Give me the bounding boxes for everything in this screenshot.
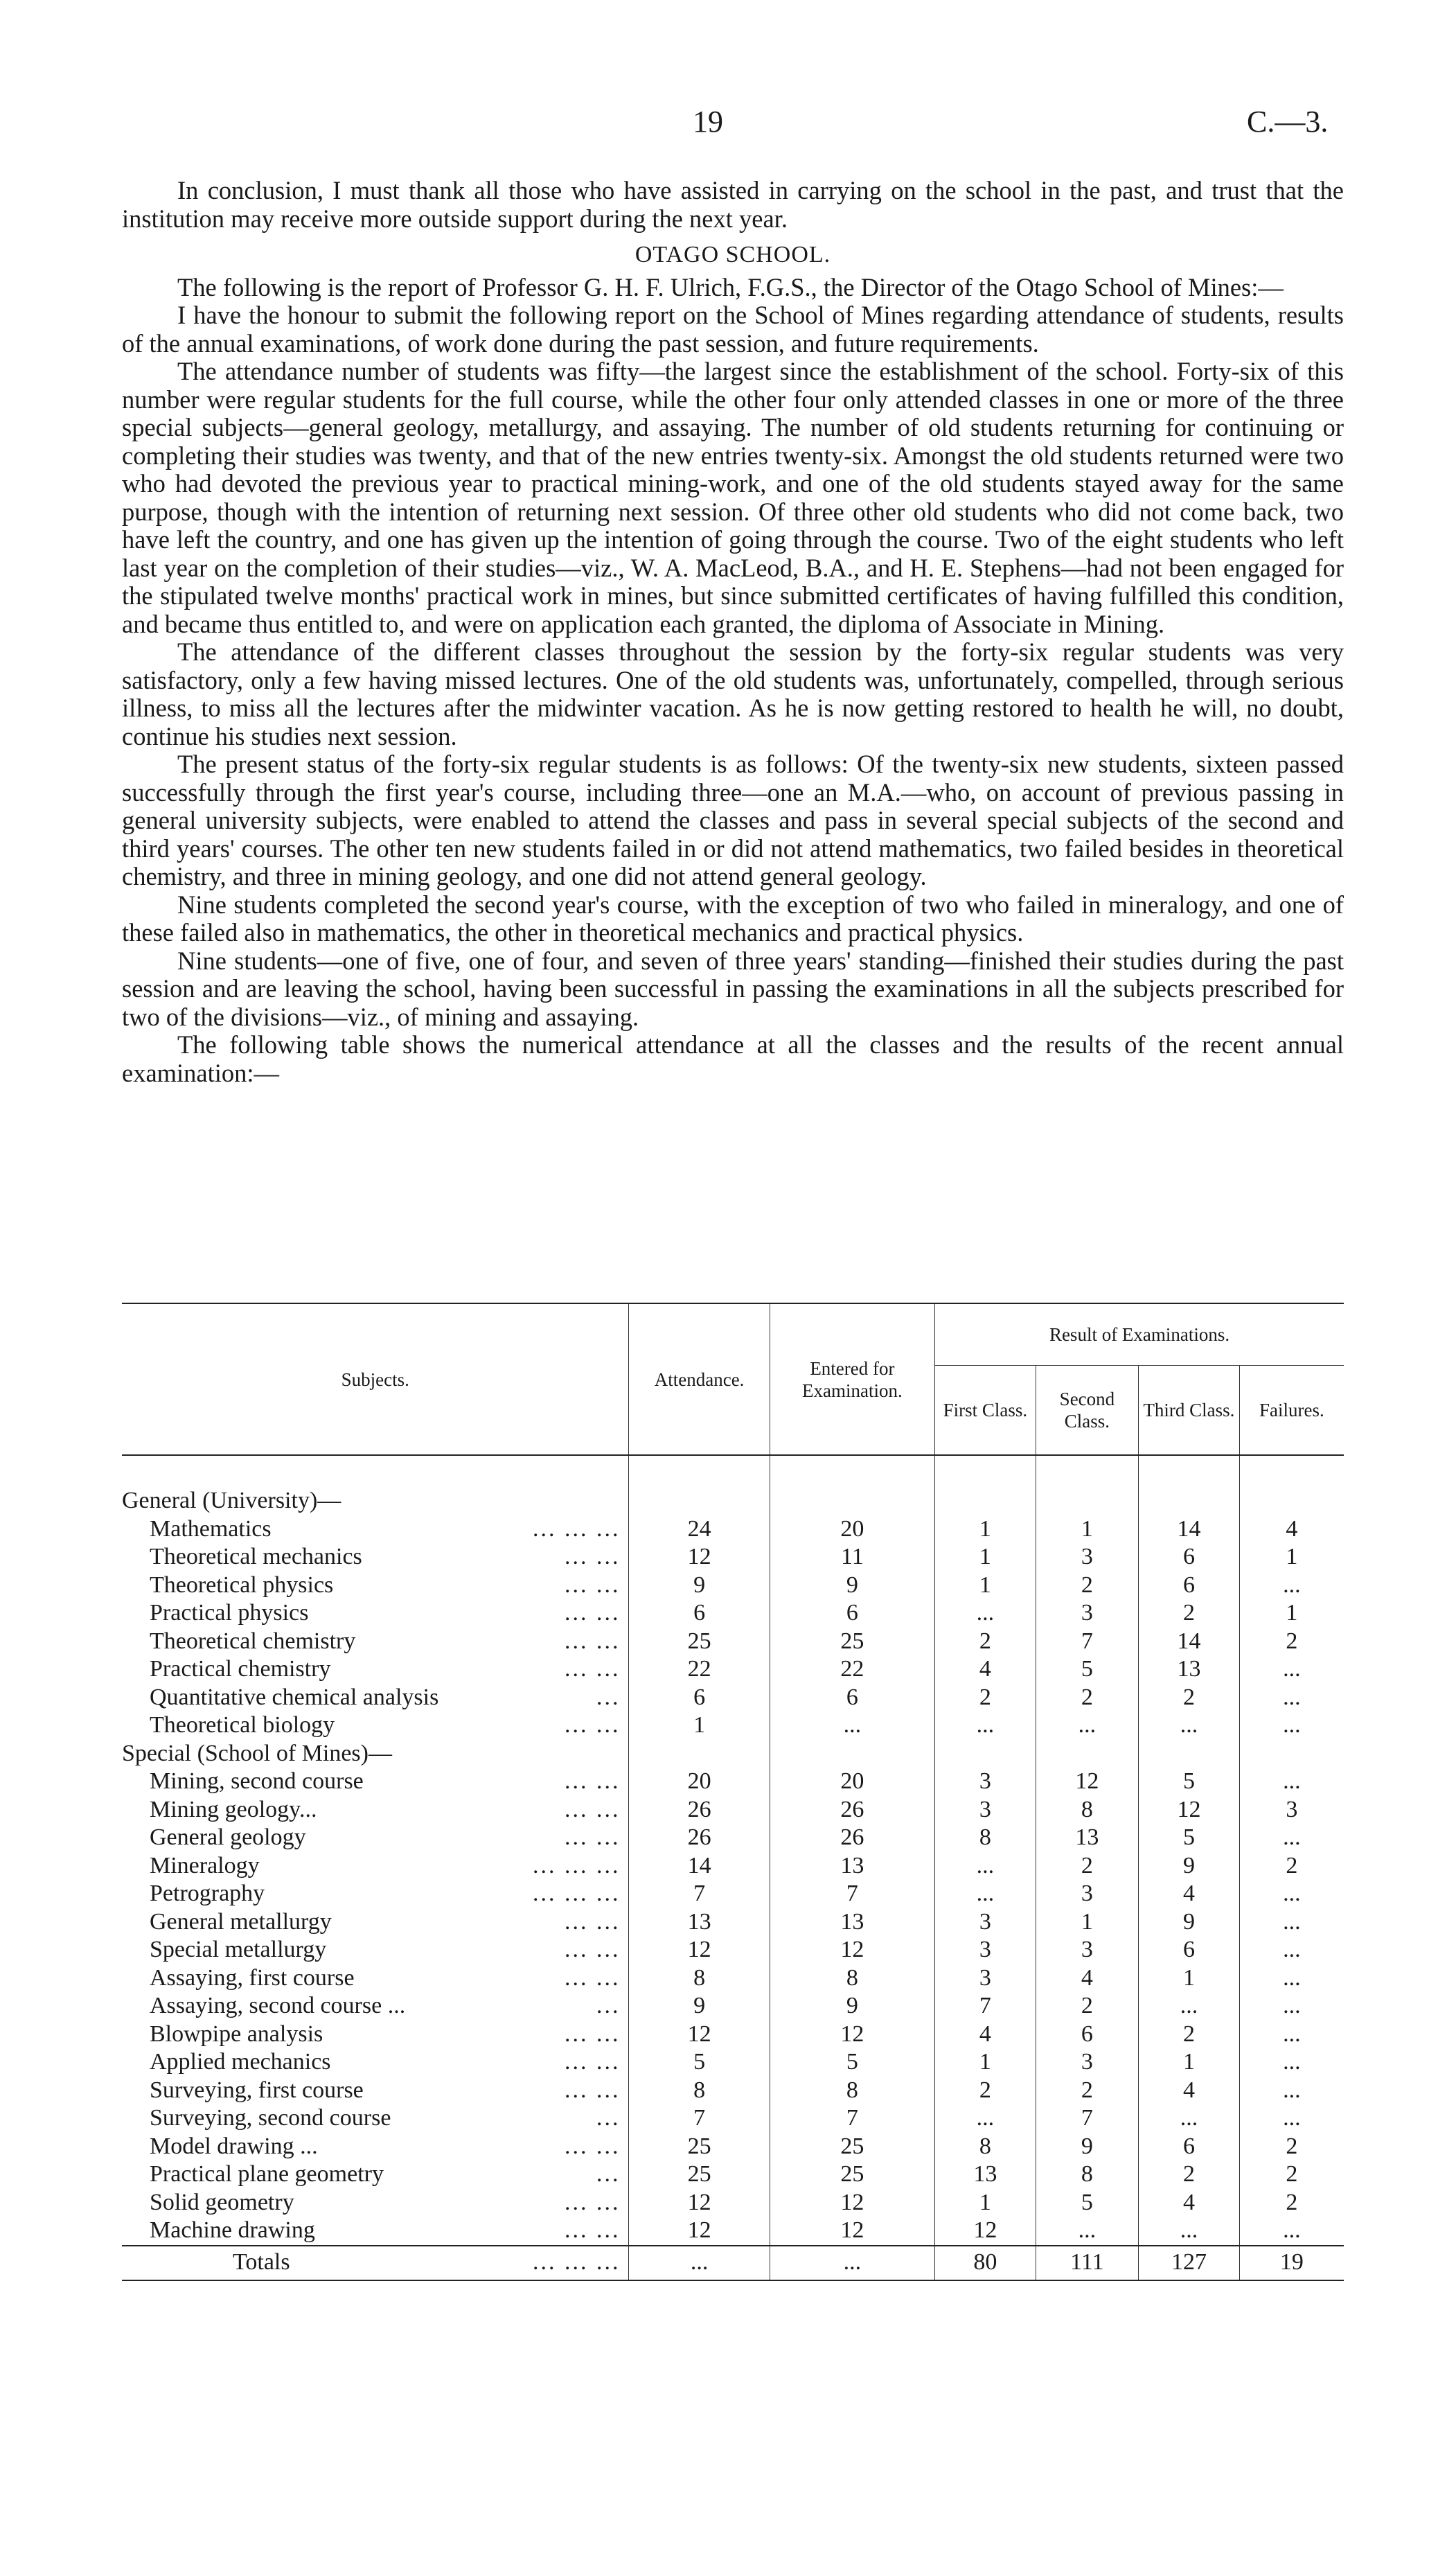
- subject-name: General geology: [150, 1824, 306, 1850]
- attendance-cell: 8: [629, 2077, 770, 2105]
- totals-third-class: 127: [1139, 2246, 1240, 2280]
- section-title: OTAGO SCHOOL.: [634, 242, 831, 267]
- subject-cell: [122, 1964, 629, 1993]
- failures-cell: 2: [1239, 2160, 1344, 2189]
- leader-dots: ...: [596, 1684, 621, 1710]
- second-class-cell: 2: [1036, 1572, 1138, 1600]
- second-class-cell: 12: [1036, 1768, 1138, 1796]
- entered-cell: ...: [770, 1711, 934, 1740]
- results-table: [122, 1303, 1344, 2281]
- header-first-class: First Class.: [935, 1366, 1036, 1456]
- entered-cell: 11: [770, 1543, 934, 1572]
- third-class-cell: 2: [1139, 2160, 1240, 2189]
- subject-name: Surveying, second course: [150, 2105, 391, 2131]
- third-class-cell: 12: [1139, 1796, 1240, 1824]
- table-row: [122, 2104, 1344, 2133]
- third-class-cell: 5: [1139, 1824, 1240, 1852]
- subject-name: Quantitative chemical analysis: [150, 1684, 439, 1710]
- totals-attendance: ...: [629, 2246, 770, 2280]
- table-row: [122, 1572, 1344, 1600]
- leader-dots: ...: [596, 2105, 621, 2131]
- entered-cell: 12: [770, 2021, 934, 2049]
- entered-cell: 6: [770, 1599, 934, 1628]
- subject-name: Machine drawing: [150, 2217, 315, 2243]
- subject-cell: [122, 2133, 629, 2161]
- subject-name: Blowpipe analysis: [150, 2021, 323, 2047]
- second-class-cell: 3: [1036, 1599, 1138, 1628]
- entered-cell: 13: [770, 1852, 934, 1881]
- subject-cell: [122, 2077, 629, 2105]
- entered-cell: 25: [770, 1628, 934, 1656]
- subject-cell: [122, 1628, 629, 1656]
- failures-cell: 1: [1239, 1599, 1344, 1628]
- table-row: [122, 1543, 1344, 1572]
- attendance-cell: 12: [629, 1936, 770, 1964]
- attendance-cell: 6: [629, 1684, 770, 1712]
- entered-cell: 7: [770, 2104, 934, 2133]
- attendance-cell: 25: [629, 1628, 770, 1656]
- first-class-cell: 13: [935, 2160, 1036, 2189]
- third-class-cell: 6: [1139, 1543, 1240, 1572]
- subject-name: Practical physics: [150, 1600, 309, 1626]
- subject-cell: [122, 1936, 629, 1964]
- failures-cell: ...: [1239, 1936, 1344, 1964]
- subject-cell: [122, 1824, 629, 1852]
- totals-failures: 19: [1239, 2246, 1344, 2280]
- subject-cell: [122, 1908, 629, 1937]
- failures-cell: 2: [1239, 2189, 1344, 2217]
- third-class-cell: 14: [1139, 1515, 1240, 1544]
- leader-dots: ... ...: [564, 1600, 621, 1626]
- entered-cell: 20: [770, 1515, 934, 1544]
- first-class-cell: ...: [935, 1880, 1036, 1908]
- first-class-cell: 4: [935, 1655, 1036, 1684]
- second-class-cell: 3: [1036, 1936, 1138, 1964]
- attendance-cell: 9: [629, 1992, 770, 2021]
- subject-name: Surveying, first course: [150, 2077, 364, 2103]
- first-class-cell: 1: [935, 1572, 1036, 1600]
- entered-cell: 25: [770, 2160, 934, 2189]
- entered-cell: 26: [770, 1824, 934, 1852]
- table-row: [122, 1964, 1344, 1993]
- paragraph: The following is the report of Professor G. H. F. Ulrich, F.G.S., the Director of the Otago School of Mines:—: [177, 272, 1284, 301]
- subject-name: Petrography: [150, 1881, 265, 1906]
- attendance-cell: 12: [629, 1543, 770, 1572]
- attendance-cell: 7: [629, 2104, 770, 2133]
- totals-label-cell: [122, 2246, 629, 2280]
- results-table-container: [122, 1303, 1344, 2281]
- entered-cell: 8: [770, 1964, 934, 1993]
- group-title: Special (School of Mines)—: [122, 1740, 392, 1766]
- failures-cell: ...: [1239, 2021, 1344, 2049]
- table-row: [122, 1655, 1344, 1684]
- intro-paragraph: In conclusion, I must thank all those who have assisted in carrying on the school in the past, and trust that the institution may receive more outside support during the next year.: [122, 176, 1344, 233]
- second-class-cell: 7: [1036, 2104, 1138, 2133]
- subject-cell: [122, 2217, 629, 2246]
- document-reference: C.—3.: [1247, 105, 1329, 139]
- totals-label: Totals: [233, 2249, 290, 2276]
- first-class-cell: ...: [935, 1599, 1036, 1628]
- table-row: [122, 1824, 1344, 1852]
- subject-cell: [122, 1880, 629, 1908]
- attendance-cell: 26: [629, 1824, 770, 1852]
- second-class-cell: ...: [1036, 1711, 1138, 1740]
- totals-second-class: 111: [1036, 2246, 1138, 2280]
- third-class-cell: 14: [1139, 1628, 1240, 1656]
- leader-dots: ...: [596, 1993, 621, 2018]
- first-class-cell: ...: [935, 2104, 1036, 2133]
- leader-dots: ... ...: [564, 2189, 621, 2215]
- attendance-cell: 12: [629, 2021, 770, 2049]
- leader-dots: ... ...: [564, 1628, 621, 1654]
- subject-cell: [122, 1515, 629, 1544]
- subject-name: Theoretical physics: [150, 1572, 334, 1598]
- subject-cell: [122, 2189, 629, 2217]
- second-class-cell: 2: [1036, 1992, 1138, 2021]
- header-attendance: Attendance.: [629, 1303, 770, 1455]
- attendance-cell: 25: [629, 2133, 770, 2161]
- paragraph: The following table shows the numerical attendance at all the classes and the results of the recent annual examination:—: [122, 1030, 1344, 1087]
- table-row: [122, 1992, 1344, 2021]
- page-number: 19: [693, 105, 723, 139]
- table-row: [122, 2217, 1344, 2246]
- first-class-cell: 3: [935, 1908, 1036, 1937]
- paragraph: The attendance of the different classes throughout the session by the forty-six regular students was very satisfactory, only a few having missed lectures. One of the old students was, unfortunately, compelled, through serious illness, to miss all the lectures after the midwinter vacation. As he is now getting restored to health he will, no doubt, continue his studies next session.: [122, 637, 1344, 750]
- failures-cell: ...: [1239, 1908, 1344, 1937]
- subject-cell: [122, 2104, 629, 2133]
- first-class-cell: 1: [935, 2048, 1036, 2077]
- third-class-cell: 6: [1139, 1572, 1240, 1600]
- failures-cell: 2: [1239, 1852, 1344, 1881]
- table-row: [122, 2160, 1344, 2189]
- report-body: [122, 177, 1344, 1087]
- failures-cell: 2: [1239, 2133, 1344, 2161]
- table-row: [122, 2021, 1344, 2049]
- first-class-cell: 3: [935, 1964, 1036, 1993]
- leader-dots: ... ...: [564, 2217, 621, 2243]
- subject-name: Special metallurgy: [150, 1937, 327, 1962]
- attendance-cell: 26: [629, 1796, 770, 1824]
- third-class-cell: ...: [1139, 1711, 1240, 1740]
- second-class-cell: 3: [1036, 1880, 1138, 1908]
- second-class-cell: 2: [1036, 2077, 1138, 2105]
- subject-name: Mineralogy: [150, 1852, 260, 1878]
- first-class-cell: ...: [935, 1852, 1036, 1881]
- leader-dots: ... ... ...: [532, 1852, 621, 1878]
- attendance-cell: 14: [629, 1852, 770, 1881]
- entered-cell: 9: [770, 1992, 934, 2021]
- first-class-cell: 2: [935, 2077, 1036, 2105]
- header-subjects: Subjects.: [341, 1368, 409, 1390]
- second-class-cell: 1: [1036, 1908, 1138, 1937]
- failures-cell: ...: [1239, 1684, 1344, 1712]
- attendance-cell: 12: [629, 2189, 770, 2217]
- first-class-cell: 1: [935, 1515, 1036, 1544]
- subject-name: Assaying, first course: [150, 1964, 355, 1991]
- second-class-cell: 1: [1036, 1515, 1138, 1544]
- third-class-cell: 4: [1139, 2189, 1240, 2217]
- failures-cell: ...: [1239, 1992, 1344, 2021]
- attendance-cell: 9: [629, 1572, 770, 1600]
- table-row: [122, 1599, 1344, 1628]
- second-class-cell: 8: [1036, 2160, 1138, 2189]
- failures-cell: ...: [1239, 2217, 1344, 2246]
- attendance-cell: 22: [629, 1655, 770, 1684]
- totals-first-class: 80: [935, 2246, 1036, 2280]
- subject-name: General metallurgy: [150, 1908, 332, 1935]
- subject-name: Applied mechanics: [150, 2049, 331, 2075]
- third-class-cell: 6: [1139, 1936, 1240, 1964]
- subject-name: Mining geology...: [150, 1796, 317, 1822]
- second-class-cell: 2: [1036, 1684, 1138, 1712]
- leader-dots: ... ...: [564, 1964, 621, 1991]
- leader-dots: ... ...: [564, 1656, 621, 1682]
- subject-cell: [122, 1796, 629, 1824]
- first-class-cell: ...: [935, 1711, 1036, 1740]
- leader-dots: ... ...: [564, 2133, 621, 2159]
- leader-dots: ... ...: [564, 2049, 621, 2075]
- paragraph: Nine students—one of five, one of four, and seven of three years' standing—finished their studies during the past session and are leaving the school, having been successful in passing the examinations in all the subjects prescribed for two of the divisions—viz., of mining and assaying.: [122, 946, 1344, 1031]
- failures-cell: ...: [1239, 1964, 1344, 1993]
- subject-cell: [122, 2160, 629, 2189]
- entered-cell: 5: [770, 2048, 934, 2077]
- table-row: [122, 2133, 1344, 2161]
- table-row: [122, 1768, 1344, 1796]
- totals-row: [122, 2246, 1344, 2280]
- third-class-cell: 4: [1139, 1880, 1240, 1908]
- subject-cell: [122, 1655, 629, 1684]
- failures-cell: 4: [1239, 1515, 1344, 1544]
- third-class-cell: 5: [1139, 1768, 1240, 1796]
- third-class-cell: ...: [1139, 2104, 1240, 2133]
- leader-dots: ... ...: [564, 1712, 621, 1738]
- table-row: [122, 1711, 1344, 1740]
- failures-cell: ...: [1239, 1572, 1344, 1600]
- third-class-cell: 2: [1139, 1684, 1240, 1712]
- header-entered: Entered for Examination.: [770, 1303, 934, 1455]
- subject-cell: [122, 2048, 629, 2077]
- table-row: [122, 1908, 1344, 1937]
- subject-name: Practical plane geometry: [150, 2161, 384, 2187]
- first-class-cell: 4: [935, 2021, 1036, 2049]
- subject-cell: [122, 1684, 629, 1712]
- table-row: [122, 1936, 1344, 1964]
- subject-name: Solid geometry: [150, 2189, 294, 2215]
- leader-dots: ... ...: [564, 1937, 621, 1962]
- leader-dots: ... ...: [564, 1908, 621, 1935]
- attendance-cell: 6: [629, 1599, 770, 1628]
- attendance-cell: 24: [629, 1515, 770, 1544]
- second-class-cell: 7: [1036, 1628, 1138, 1656]
- attendance-cell: 20: [629, 1768, 770, 1796]
- third-class-cell: 6: [1139, 2133, 1240, 2161]
- table-row: [122, 2189, 1344, 2217]
- table-spacer: [122, 1455, 1344, 1487]
- entered-cell: 25: [770, 2133, 934, 2161]
- second-class-cell: 2: [1036, 1852, 1138, 1881]
- entered-cell: 26: [770, 1796, 934, 1824]
- second-class-cell: ...: [1036, 2217, 1138, 2246]
- entered-cell: 22: [770, 1655, 934, 1684]
- table-row: [122, 1684, 1344, 1712]
- attendance-cell: 12: [629, 2217, 770, 2246]
- leader-dots: ... ...: [564, 1796, 621, 1822]
- leader-dots: ... ...: [564, 1572, 621, 1598]
- subject-name: Assaying, second course ...: [150, 1993, 406, 2018]
- second-class-cell: 5: [1036, 1655, 1138, 1684]
- failures-cell: ...: [1239, 1768, 1344, 1796]
- table-row: [122, 1515, 1344, 1544]
- leader-dots: ... ...: [564, 1768, 621, 1794]
- entered-cell: 7: [770, 1880, 934, 1908]
- header-second-class: Second Class.: [1036, 1366, 1138, 1456]
- first-class-cell: 3: [935, 1796, 1036, 1824]
- header-third-class: Third Class.: [1139, 1366, 1240, 1456]
- failures-cell: ...: [1239, 1824, 1344, 1852]
- second-class-cell: 8: [1036, 1796, 1138, 1824]
- subject-cell: [122, 1768, 629, 1796]
- header-results: Result of Examinations.: [935, 1303, 1344, 1366]
- failures-cell: ...: [1239, 1711, 1344, 1740]
- attendance-cell: 13: [629, 1908, 770, 1937]
- failures-cell: ...: [1239, 1880, 1344, 1908]
- subject-cell: [122, 1572, 629, 1600]
- subject-cell: [122, 1852, 629, 1881]
- subject-name: Theoretical biology: [150, 1712, 335, 1738]
- second-class-cell: 3: [1036, 1543, 1138, 1572]
- second-class-cell: 13: [1036, 1824, 1138, 1852]
- third-class-cell: 2: [1139, 2021, 1240, 2049]
- paragraph: The attendance number of students was fifty—the largest since the establishment of the school. Forty-six of this number were regular students for the full course, while the other four only attended classes in one or more of the three special subjects—general geology, metallurgy, and assaying. The number of old students returning for continuing or completing their studies was twenty, and that of the new entries twenty-six. Amongst the old students returned were two who had devoted the previous year to practical mining-work, and one of the old students stayed away for the same purpose, though with the intention of returning next session. Of three other old students who did not come back, two have left the country, and one has given up the intention of going through the course. Two of the eight students who left last year on the completion of their studies—viz., W. A. MacLeod, B.A., and H. E. Stephens—had not been engaged for the stipulated twelve months' practical work in mines, but since submitted certificates of having fulfilled this condition, and became thus entitled to, and were on application each granted, the diploma of Associate in Mining.: [122, 357, 1344, 638]
- leader-dots: ... ... ...: [532, 1881, 621, 1906]
- leader-dots: ... ...: [564, 1544, 621, 1569]
- failures-cell: 3: [1239, 1796, 1344, 1824]
- attendance-cell: 8: [629, 1964, 770, 1993]
- first-class-cell: 7: [935, 1992, 1036, 2021]
- third-class-cell: ...: [1139, 2217, 1240, 2246]
- attendance-cell: 25: [629, 2160, 770, 2189]
- entered-cell: 12: [770, 2189, 934, 2217]
- subject-cell: [122, 2021, 629, 2049]
- leader-dots: ...: [596, 2161, 621, 2187]
- failures-cell: ...: [1239, 2104, 1344, 2133]
- subject-name: Mining, second course: [150, 1768, 364, 1794]
- first-class-cell: 1: [935, 1543, 1036, 1572]
- paragraph: Nine students completed the second year's course, with the exception of two who failed in mineralogy, and one of these failed also in mathematics, the other in theoretical mechanics and practical physics.: [122, 890, 1344, 947]
- totals-entered: ...: [770, 2246, 934, 2280]
- third-class-cell: 2: [1139, 1599, 1240, 1628]
- table-row: [122, 2048, 1344, 2077]
- table-row: [122, 1796, 1344, 1824]
- third-class-cell: 9: [1139, 1852, 1240, 1881]
- subject-cell: [122, 1599, 629, 1628]
- first-class-cell: 3: [935, 1768, 1036, 1796]
- subject-name: Theoretical mechanics: [150, 1544, 362, 1569]
- second-class-cell: 9: [1036, 2133, 1138, 2161]
- second-class-cell: 5: [1036, 2189, 1138, 2217]
- paragraph: I have the honour to submit the following report on the School of Mines regarding attendance of students, results of the annual examinations, of work done during the past session, and future requirements.: [122, 301, 1344, 358]
- failures-cell: 2: [1239, 1628, 1344, 1656]
- subject-name: Mathematics: [150, 1515, 272, 1542]
- leader-dots: ... ...: [564, 2021, 621, 2047]
- first-class-cell: 8: [935, 1824, 1036, 1852]
- subject-name: Theoretical chemistry: [150, 1628, 356, 1654]
- first-class-cell: 1: [935, 2189, 1036, 2217]
- entered-cell: 12: [770, 1936, 934, 1964]
- header-failures: Failures.: [1239, 1366, 1344, 1456]
- third-class-cell: 9: [1139, 1908, 1240, 1937]
- failures-cell: ...: [1239, 2077, 1344, 2105]
- table-row: [122, 1628, 1344, 1656]
- entered-cell: 12: [770, 2217, 934, 2246]
- attendance-cell: 5: [629, 2048, 770, 2077]
- paragraph: The present status of the forty-six regular students is as follows: Of the twenty-six new students, sixteen passed successfully through the first year's course, including three—one an M.A.—who, on account of previous passing in general university subjects, were enabled to attend the classes and pass in several special subjects of the second and third years' courses. The other ten new students failed in or did not attend mathematics, two failed besides in theoretical chemistry, and three in mining geology, and one did not attend general geology.: [122, 750, 1344, 890]
- group-heading-row: [122, 1487, 1344, 1515]
- third-class-cell: 1: [1139, 2048, 1240, 2077]
- third-class-cell: ...: [1139, 1992, 1240, 2021]
- entered-cell: 13: [770, 1908, 934, 1937]
- failures-cell: ...: [1239, 2048, 1344, 2077]
- entered-cell: 6: [770, 1684, 934, 1712]
- third-class-cell: 4: [1139, 2077, 1240, 2105]
- subject-cell: [122, 1992, 629, 2021]
- entered-cell: 8: [770, 2077, 934, 2105]
- third-class-cell: 13: [1139, 1655, 1240, 1684]
- failures-cell: 1: [1239, 1543, 1344, 1572]
- group-heading-row: [122, 1740, 1344, 1768]
- group-title: General (University)—: [122, 1488, 341, 1513]
- second-class-cell: 6: [1036, 2021, 1138, 2049]
- third-class-cell: 1: [1139, 1964, 1240, 1993]
- first-class-cell: 12: [935, 2217, 1036, 2246]
- second-class-cell: 4: [1036, 1964, 1138, 1993]
- first-class-cell: 8: [935, 2133, 1036, 2161]
- failures-cell: ...: [1239, 1655, 1344, 1684]
- results-table-body: [122, 1455, 1344, 2280]
- first-class-cell: 3: [935, 1936, 1036, 1964]
- subject-cell: [122, 1711, 629, 1740]
- leader-dots: ... ... ...: [532, 2249, 621, 2276]
- leader-dots: ... ... ...: [532, 1515, 621, 1542]
- table-row: [122, 1880, 1344, 1908]
- subject-name: Practical chemistry: [150, 1656, 331, 1682]
- first-class-cell: 2: [935, 1628, 1036, 1656]
- attendance-cell: 1: [629, 1711, 770, 1740]
- first-class-cell: 2: [935, 1684, 1036, 1712]
- table-row: [122, 1852, 1344, 1881]
- second-class-cell: 3: [1036, 2048, 1138, 2077]
- leader-dots: ... ...: [564, 1824, 621, 1850]
- table-row: [122, 2077, 1344, 2105]
- attendance-cell: 7: [629, 1880, 770, 1908]
- entered-cell: 20: [770, 1768, 934, 1796]
- entered-cell: 9: [770, 1572, 934, 1600]
- subject-name: Model drawing ...: [150, 2133, 318, 2159]
- subject-cell: [122, 1543, 629, 1572]
- leader-dots: ... ...: [564, 2077, 621, 2103]
